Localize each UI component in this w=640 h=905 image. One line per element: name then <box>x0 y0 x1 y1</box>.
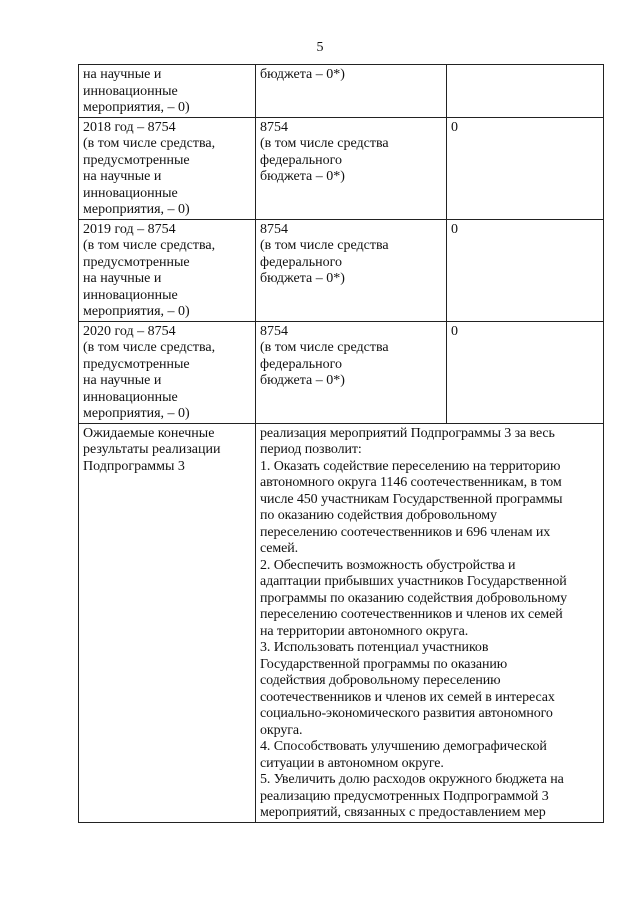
period-cell <box>79 321 256 423</box>
budget-cell <box>256 219 447 321</box>
text-line: 8754 <box>260 221 288 237</box>
text-line: федерального <box>260 356 343 372</box>
text-line: числе 450 участникам Государственной программы <box>260 491 563 507</box>
text-line: инновационные <box>83 287 178 303</box>
text-line: 2019 год – 8754 <box>83 221 176 237</box>
text-line: бюджета – 0*) <box>260 373 345 388</box>
text-line: содействия добровольному переселению <box>260 673 501 688</box>
text-line: 0 <box>451 323 458 339</box>
extra-cell <box>447 321 604 423</box>
text-line: Государственной программы по оказанию <box>260 656 508 672</box>
funding-row <box>79 65 604 118</box>
text-line: соотечественников и членов их семей в интересах <box>260 689 555 705</box>
funding-rows <box>79 65 604 424</box>
text-line: мероприятия, – 0) <box>83 406 190 421</box>
results-row <box>79 423 604 822</box>
text-line: на научные и <box>83 169 162 184</box>
text-line: мероприятий, связанных с предоставлением мер <box>260 805 546 820</box>
text-line: автономного округа 1146 соотечественникам, в том <box>260 475 562 490</box>
funding-row <box>79 117 604 219</box>
text-line: федерального <box>260 152 343 168</box>
text-line: на научные и <box>83 67 162 82</box>
period-cell <box>79 219 256 321</box>
text-line: семей. <box>260 541 299 556</box>
text-line: мероприятия, – 0) <box>83 100 190 115</box>
funding-row <box>79 321 604 423</box>
text-line: 1. Оказать содействие переселению на территорию <box>260 458 561 474</box>
text-line: на территории автономного округа. <box>260 623 469 639</box>
text-line: мероприятия, – 0) <box>83 202 190 217</box>
text-line: 2020 год – 8754 <box>83 323 176 339</box>
text-line: бюджета – 0*) <box>260 271 345 286</box>
text-line: (в том числе средства, <box>83 238 216 253</box>
text-line: период позволит: <box>260 442 362 457</box>
text-line: инновационные <box>83 83 178 99</box>
text-line: на научные и <box>83 271 162 286</box>
text-line: (в том числе средства, <box>83 340 216 355</box>
text-line: результаты реализации <box>83 442 221 457</box>
text-line: ситуации в автономном округе. <box>260 755 444 771</box>
text-line: 0 <box>451 119 458 135</box>
budget-cell <box>256 65 447 118</box>
text-line: предусмотренные <box>83 356 190 372</box>
program-funding-table <box>78 64 604 823</box>
text-line: предусмотренные <box>83 152 190 168</box>
text-line: 4. Способствовать улучшению демографической <box>260 739 547 754</box>
text-line: переселению соотечественников и членов их семей <box>260 607 563 622</box>
extra-cell <box>447 117 604 219</box>
text-line: 2. Обеспечить возможность обустройства и <box>260 557 516 573</box>
text-line: (в том числе средства <box>260 238 389 253</box>
budget-cell <box>256 321 447 423</box>
text-line: федерального <box>260 254 343 270</box>
text-line: 3. Использовать потенциал участников <box>260 640 489 655</box>
period-cell <box>79 65 256 118</box>
text-line: (в том числе средства <box>260 340 389 355</box>
results-text-cell <box>256 423 604 822</box>
extra-cell <box>447 65 604 118</box>
budget-cell <box>256 117 447 219</box>
text-line: округа. <box>260 722 303 738</box>
text-line: реализацию предусмотренных Подпрограммой 3 <box>260 788 549 804</box>
text-line: инновационные <box>83 389 178 405</box>
text-line: реализация мероприятий Подпрограммы 3 за весь <box>260 425 555 441</box>
funding-row <box>79 219 604 321</box>
text-line: 0 <box>451 221 458 237</box>
results-label-cell <box>79 423 256 822</box>
text-line: Подпрограммы 3 <box>83 458 185 474</box>
text-line: по оказанию содействия добровольному <box>260 508 497 523</box>
text-line: бюджета – 0*) <box>260 67 345 82</box>
text-line: (в том числе средства <box>260 136 389 151</box>
text-line: инновационные <box>83 185 178 201</box>
text-line: 2018 год – 8754 <box>83 119 176 135</box>
text-line: мероприятия, – 0) <box>83 304 190 319</box>
text-line: программы по оказанию содействия добровольному <box>260 590 568 606</box>
text-line: Ожидаемые конечные <box>83 425 215 441</box>
text-line: (в том числе средства, <box>83 136 216 151</box>
extra-cell <box>447 219 604 321</box>
text-line: на научные и <box>83 373 162 388</box>
text-line: социально-экономического развития автономного <box>260 706 553 721</box>
text-line: переселению соотечественников и 696 членам их <box>260 524 551 540</box>
text-line: 8754 <box>260 119 288 135</box>
text-line: 8754 <box>260 323 288 339</box>
period-cell <box>79 117 256 219</box>
text-line: бюджета – 0*) <box>260 169 345 184</box>
text-line: 5. Увеличить долю расходов окружного бюджета на <box>260 772 564 787</box>
text-line: адаптации прибывших участников Государственной <box>260 574 567 589</box>
text-line: предусмотренные <box>83 254 190 270</box>
page-number: 5 <box>316 40 324 55</box>
